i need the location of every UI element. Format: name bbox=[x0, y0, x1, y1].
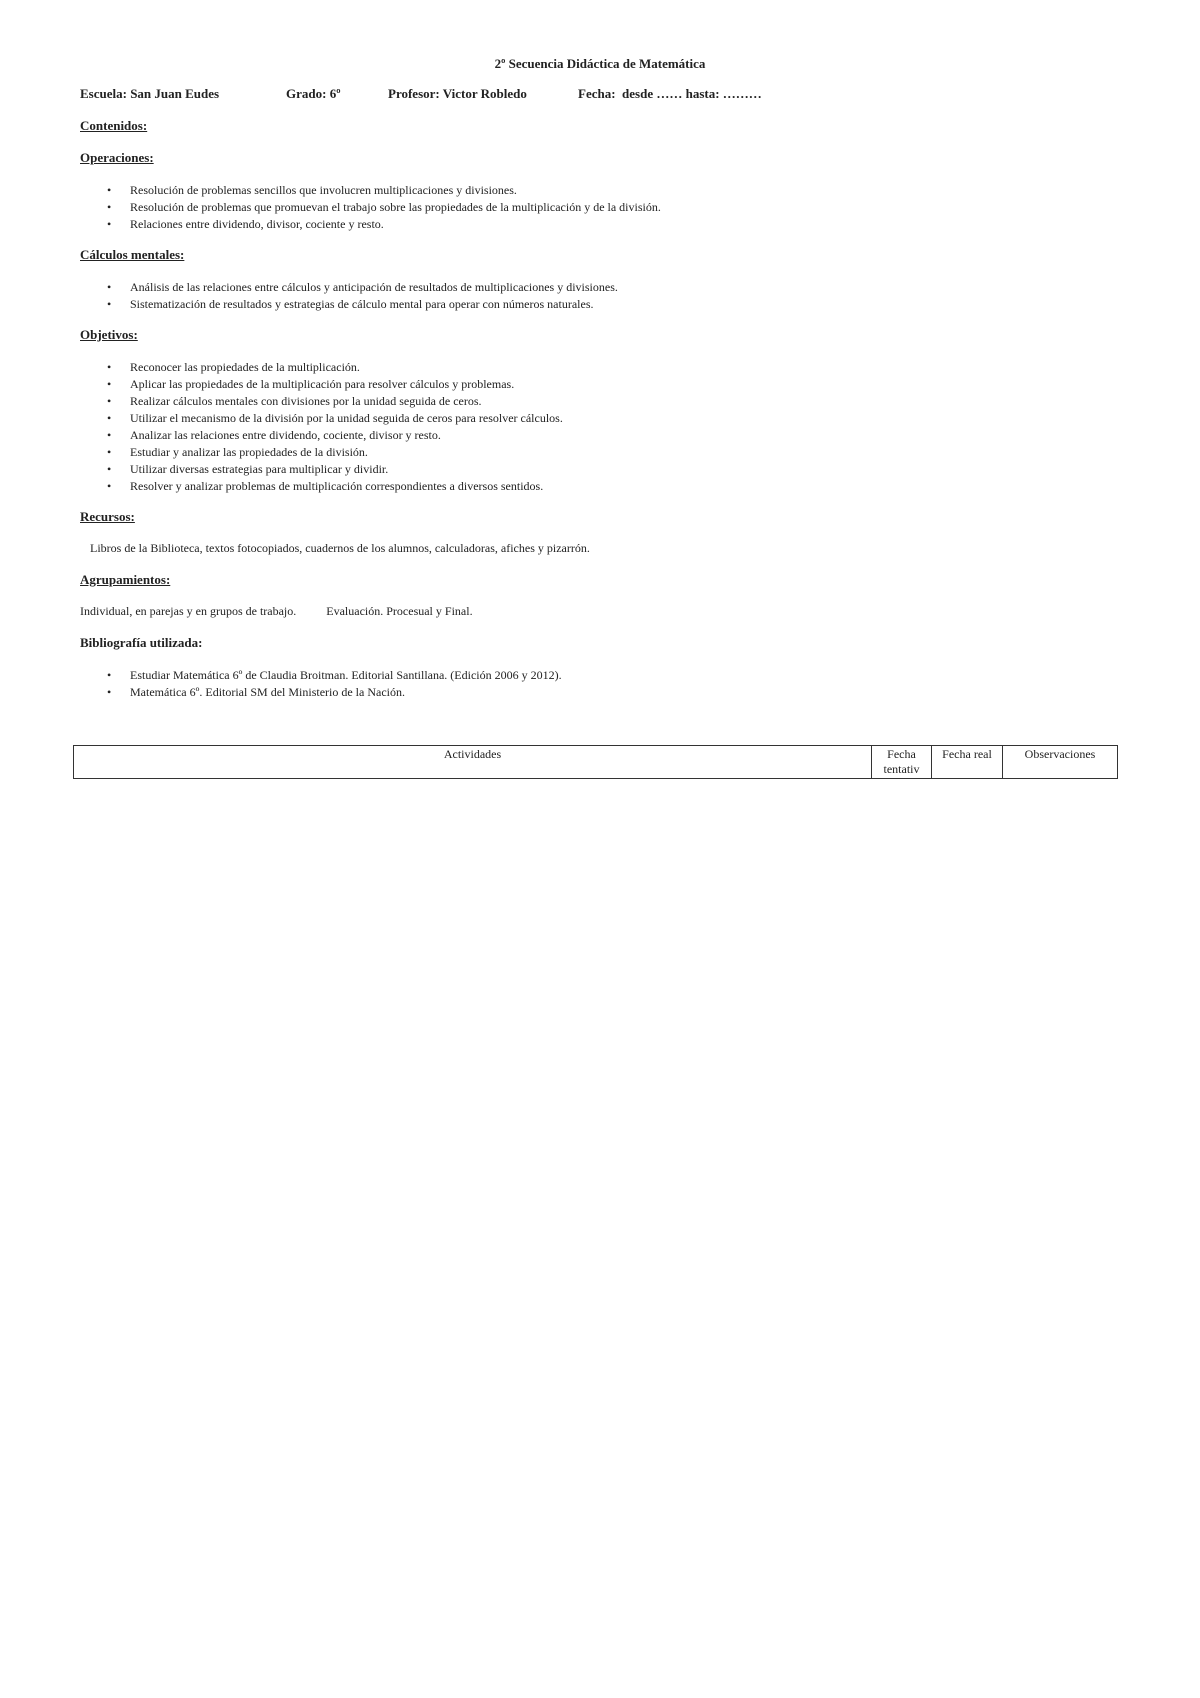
activities-table bbox=[73, 745, 1118, 779]
list-item: • Matemática 6º. Editorial SM del Ministerio de la Nación. bbox=[130, 684, 1120, 701]
list-item: • Estudiar y analizar las propiedades de la división. bbox=[130, 444, 1120, 461]
header-date: Fecha: desde …… hasta: ……… bbox=[578, 86, 762, 101]
document-title: 2º Secuencia Didáctica de Matemática bbox=[494, 56, 706, 71]
recursos-heading: Recursos: bbox=[80, 509, 135, 524]
table-header-observaciones: Observaciones bbox=[1003, 746, 1118, 779]
list-item: • Resolución de problemas sencillos que involucren multiplicaciones y divisiones. bbox=[130, 182, 1120, 199]
recursos-text: Libros de la Biblioteca, textos fotocopiados, cuadernos de los alumnos, calculadoras, afiches y pizarrón. bbox=[90, 541, 590, 555]
list-item: • Resolución de problemas que promuevan el trabajo sobre las propiedades de la multiplicación y de la división. bbox=[130, 199, 1120, 216]
list-item: • Aplicar las propiedades de la multiplicación para resolver cálculos y problemas. bbox=[130, 376, 1120, 393]
agrupamientos-line bbox=[80, 604, 1120, 619]
bibliografia-list bbox=[80, 667, 1120, 701]
list-item: • Sistematización de resultados y estrategias de cálculo mental para operar con números naturales. bbox=[130, 296, 1120, 313]
list-item: • Análisis de las relaciones entre cálculos y anticipación de resultados de multiplicaciones y divisiones. bbox=[130, 279, 1120, 296]
document-header bbox=[80, 86, 1120, 102]
table-header-fecha-tentativa: Fecha tentativ bbox=[872, 746, 932, 779]
table-header-actividades: Actividades bbox=[74, 746, 872, 779]
list-item: • Relaciones entre dividendo, divisor, cociente y resto. bbox=[130, 216, 1120, 233]
header-grade: Grado: 6º bbox=[286, 86, 341, 101]
evaluacion-text: Evaluación. Procesual y Final. bbox=[326, 604, 473, 618]
list-item: • Realizar cálculos mentales con divisiones por la unidad seguida de ceros. bbox=[130, 393, 1120, 410]
list-item: • Estudiar Matemática 6º de Claudia Broitman. Editorial Santillana. (Edición 2006 y 2012). bbox=[130, 667, 1120, 684]
contenidos-heading: Contenidos: bbox=[80, 118, 148, 133]
calculos-list bbox=[80, 279, 1120, 313]
document-page bbox=[80, 56, 1120, 715]
list-item: • Utilizar diversas estrategias para multiplicar y dividir. bbox=[130, 461, 1120, 478]
objetivos-list bbox=[80, 359, 1120, 495]
calculos-heading: Cálculos mentales: bbox=[80, 247, 185, 262]
list-item: • Utilizar el mecanismo de la división por la unidad seguida de ceros para resolver cálculos. bbox=[130, 410, 1120, 427]
list-item: • Analizar las relaciones entre dividendo, cociente, divisor y resto. bbox=[130, 427, 1120, 444]
table-header-row bbox=[74, 746, 1118, 779]
agrupamientos-text: Individual, en parejas y en grupos de trabajo. bbox=[80, 604, 297, 618]
objetivos-heading: Objetivos: bbox=[80, 327, 138, 342]
header-teacher: Profesor: Victor Robledo bbox=[388, 86, 527, 101]
bibliografia-heading: Bibliografía utilizada: bbox=[80, 635, 203, 650]
operaciones-heading: Operaciones: bbox=[80, 150, 154, 165]
agrupamientos-heading: Agrupamientos: bbox=[80, 572, 171, 587]
operaciones-list bbox=[80, 182, 1120, 233]
list-item: • Reconocer las propiedades de la multiplicación. bbox=[130, 359, 1120, 376]
list-item: • Resolver y analizar problemas de multiplicación correspondientes a diversos sentidos. bbox=[130, 478, 1120, 495]
header-school: Escuela: San Juan Eudes bbox=[80, 86, 220, 101]
table-header-fecha-real: Fecha real bbox=[932, 746, 1003, 779]
